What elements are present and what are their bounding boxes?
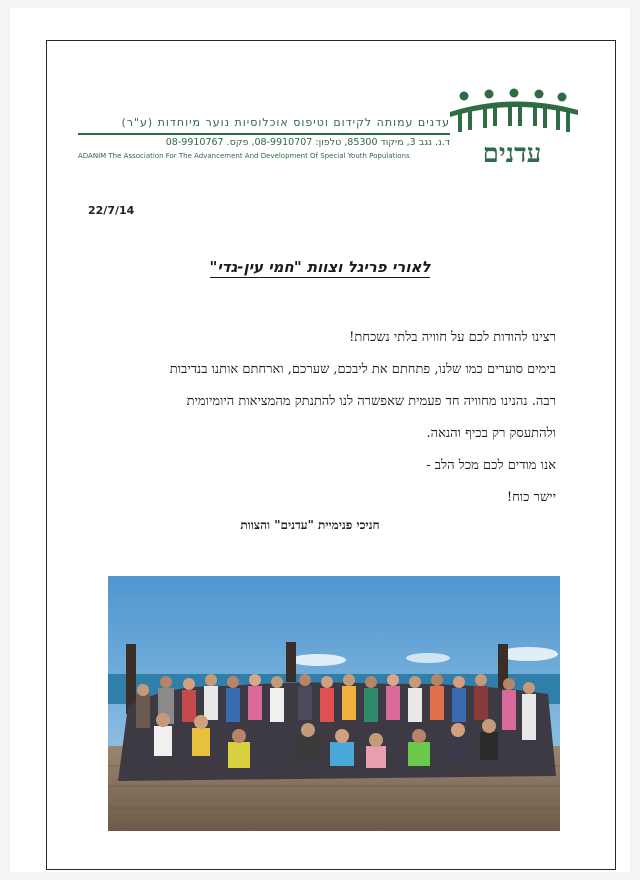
adanim-logo: [442, 88, 580, 168]
body-line: אנו מודים לכם מכל הלב -: [426, 458, 556, 473]
body-line: בימים סוערים כמו שלנו, פתחתם את ליבכם, שערכם, וארחתם אותנו בנדיבות: [169, 362, 556, 377]
letter-date: 22/7/14: [88, 204, 135, 217]
org-english-name: ADANIM The Association For The Advancement And Development Of Special Youth Populations: [78, 152, 410, 160]
group-photo: [108, 576, 560, 831]
body-line: יישר כוח!: [506, 490, 556, 505]
letter-title-text: לאורי פריגל וצוות "חמי עין-גדי": [209, 258, 431, 276]
letter-signature: חניכי פנימיית "עדנים" והצוות: [240, 518, 380, 532]
letter-body: [84, 322, 556, 514]
org-name: עדנים עמותה לקידום וטיפוס אוכלוסיות נוער מיוחדות (ע"ר): [121, 116, 450, 129]
org-address: ד.נ. נגב 3, מיקוד 85300, טלפון: 08-9910707, פקס. 08-9910767: [165, 137, 450, 148]
letter-title: [170, 258, 470, 276]
body-line: רצינו להודות לכם על חוויה בלתי נשכחת!: [349, 330, 556, 345]
header-divider: [78, 133, 450, 135]
body-line: ולהתעסק רק בכיף והנאה.: [426, 426, 556, 441]
logo-wordmark: עדנים: [482, 139, 542, 168]
body-line: רבה. נהנינו מחוויה חד פעמית שאפשרה לנו להתנתק מהמציאות היומיומית: [186, 394, 556, 409]
